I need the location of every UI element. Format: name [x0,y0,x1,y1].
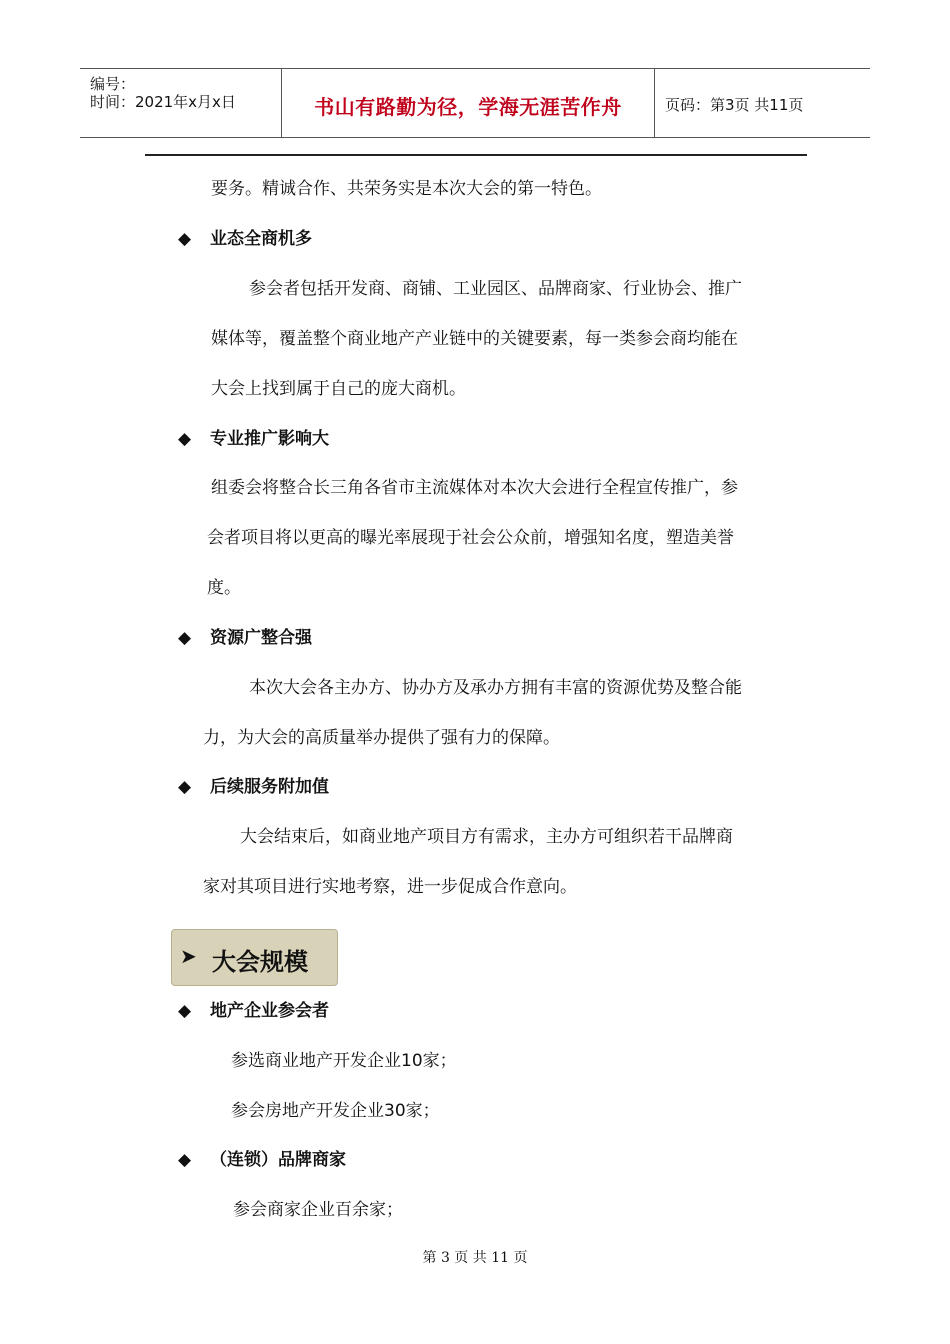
paragraph-line: 家对其项目进行实地考察，进一步促成合作意向。 [203,877,577,897]
list-line: 参会商家企业百余家； [233,1200,403,1220]
diamond-bullet-icon: ◆ [178,1001,192,1021]
arrow-bullet-icon: ➤ [180,944,197,968]
diamond-bullet-icon: ◆ [178,429,192,449]
section-heading [178,623,312,648]
section-heading [178,224,312,249]
section-heading-text: 地产企业参会者 [210,1001,329,1021]
diamond-bullet-icon: ◆ [178,777,192,797]
page-info: 页码：第3页 共11页 [665,96,804,114]
section-heading [178,424,329,449]
header-motto-cell [282,69,655,137]
section-title: 大会规模 [212,948,308,976]
document-header [80,68,870,138]
section-heading-text: （连锁）品牌商家 [210,1150,346,1170]
page-footer: 第 3 页 共 11 页 [422,1250,528,1266]
list-line: 参选商业地产开发企业10家； [231,1051,457,1071]
paragraph-line: 力，为大会的高质量举办提供了强有力的保障。 [203,728,560,748]
section-heading-text: 后续服务附加值 [210,777,329,797]
header-page-cell [655,69,870,137]
header-meta-cell [80,69,282,137]
diamond-bullet-icon: ◆ [178,229,192,249]
header-divider [145,154,807,156]
paragraph-line: 媒体等，覆盖整个商业地产产业链中的关键要素，每一类参会商均能在 [211,329,738,349]
time-label: 时间：2021年x月x日 [90,93,236,111]
intro-line: 要务。精诚合作、共荣务实是本次大会的第一特色。 [211,179,602,199]
paragraph-line: 大会上找到属于自己的庞大商机。 [211,379,466,399]
section-heading [178,996,329,1021]
section-heading-text: 资源广整合强 [210,628,312,648]
paragraph-line: 大会结束后，如商业地产项目方有需求，主办方可组织若干品牌商 [240,827,733,847]
section-heading [178,772,329,797]
section-title-box [171,929,338,986]
number-label: 编号： [90,75,136,93]
section-heading-text: 专业推广影响大 [210,429,329,449]
paragraph-line: 参会者包括开发商、商铺、工业园区、品牌商家、行业协会、推广 [249,279,742,299]
diamond-bullet-icon: ◆ [178,1150,192,1170]
paragraph-line: 组委会将整合长三角各省市主流媒体对本次大会进行全程宣传推广，参 [211,478,738,498]
section-heading [178,1145,346,1170]
motto-text: 书山有路勤为径，学海无涯苦作舟 [314,95,622,119]
paragraph-line: 度。 [207,578,241,598]
section-heading-text: 业态全商机多 [210,229,312,249]
list-line: 参会房地产开发企业30家； [231,1101,440,1121]
paragraph-line: 会者项目将以更高的曝光率展现于社会公众前，增强知名度，塑造美誉 [207,528,734,548]
paragraph-line: 本次大会各主办方、协办方及承办方拥有丰富的资源优势及整合能 [249,678,742,698]
diamond-bullet-icon: ◆ [178,628,192,648]
